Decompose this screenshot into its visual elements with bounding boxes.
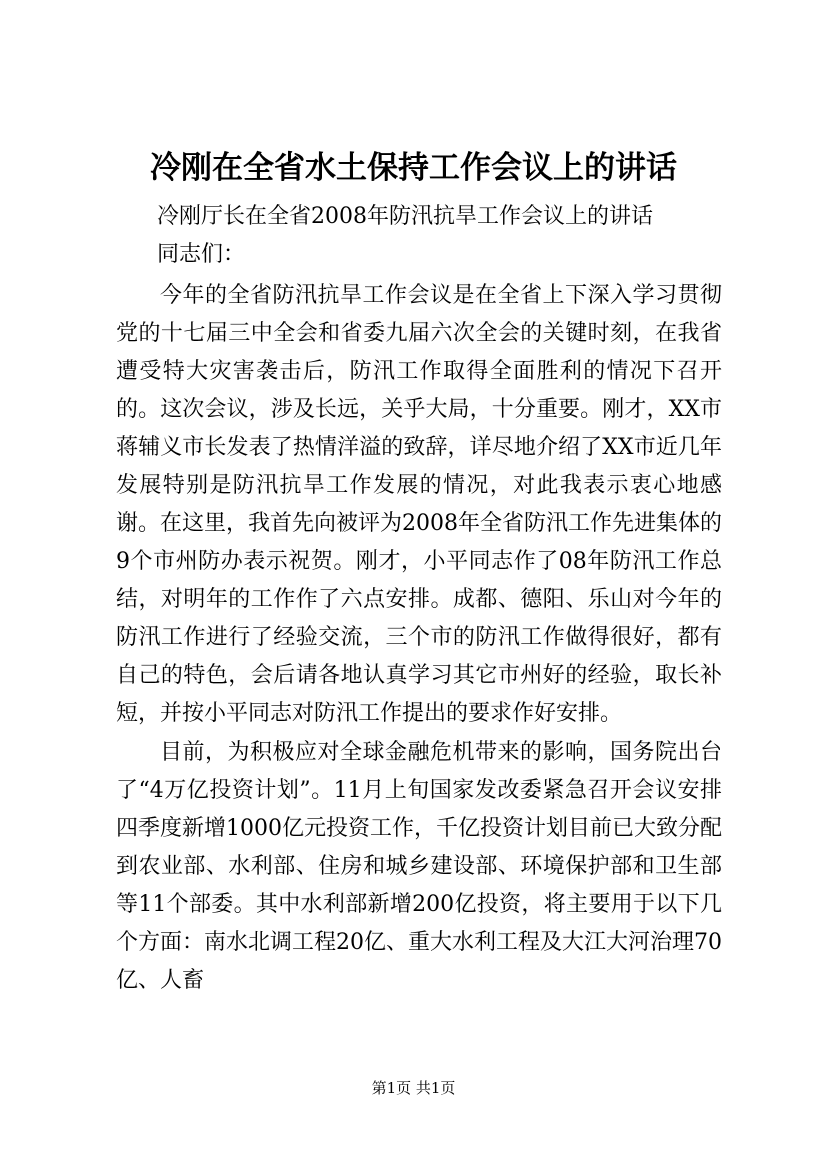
document-subtitle: 冷刚厅长在全省2008年防汛抗旱工作会议上的讲话 <box>157 204 653 229</box>
greeting-line: 同志们： <box>157 242 246 267</box>
page-number: 第1页 共1页 <box>371 1079 456 1097</box>
document-title: 冷刚在全省水土保持工作会议上的讲话 <box>150 150 677 186</box>
body-paragraph: 今年的全省防汛抗旱工作会议是在全省上下深入学习贯彻党的十七届三中全会和省委九届六次全会的关键时刻，在我省遭受特大灾害袭击后，防汛工作取得全面胜利的情况下召开的。这次会议，涉及长远，关乎大局，十分重要。刚才，XX市蒋辅义市长发表了热情洋溢的致辞，详尽地介绍了XX市近几年发展特别是防汛抗旱工作发展的情况，对此我表示衷心地感谢。在这里，我首先向被评为2008年全省防汛工作先进集体的9个市州防办表示祝贺。刚才，小平同志作了08年防汛工作总结，对明年的工作作了六点安排。成都、德阳、乐山对今年的防汛工作进行了经验交流，三个市的防汛工作做得很好，都有自己的特色，会后请各地认真学习其它市州好的经验，取长补短，并按小平同志对防汛工作提出的要求作好安排。 <box>116 283 722 726</box>
body-paragraph: 目前，为积极应对全球金融危机带来的影响，国务院出台了“4万亿投资计划”。11月上旬国家发改委紧急召开会议安排四季度新增1000亿元投资工作，千亿投资计划目前已大致分配到农业部、水利部、住房和城乡建设部、环境保护部和卫生部等11个部委。其中水利部新增200亿投资，将主要用于以下几个方面：南水北调工程20亿、重大水利工程及大江大河治理70亿、人畜 <box>116 740 722 993</box>
